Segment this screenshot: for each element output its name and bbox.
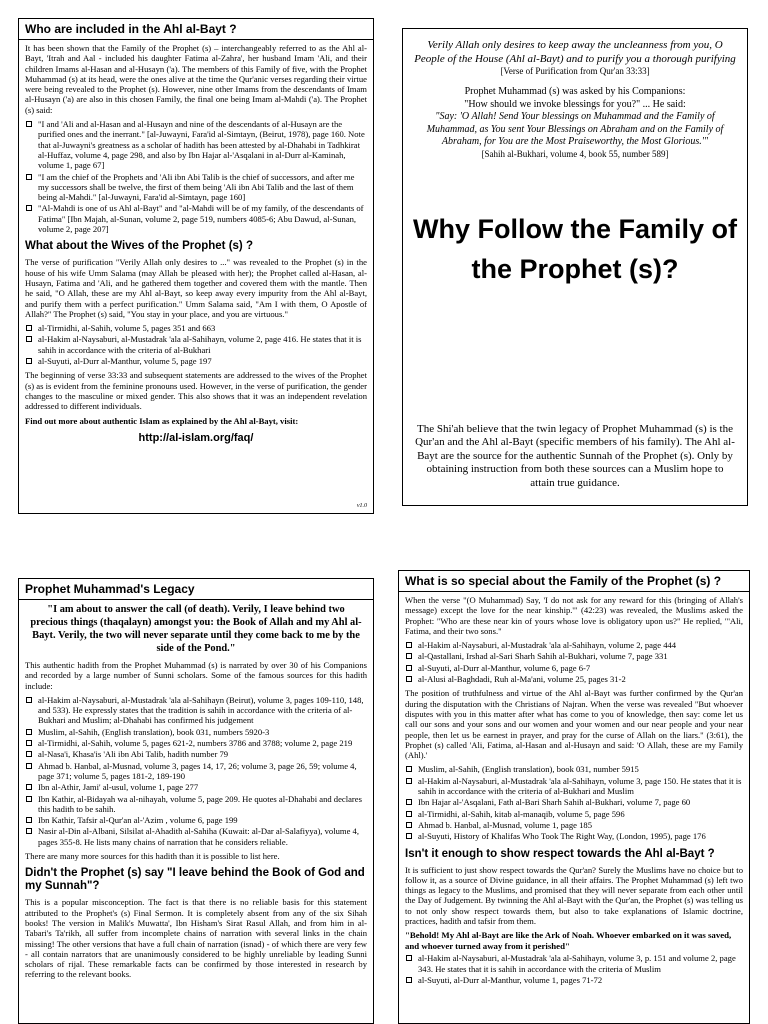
list-item: Muslim, al-Sahih, (English translation), book 031, numbers 5920-3 bbox=[25, 727, 367, 737]
wives-references bbox=[25, 323, 367, 366]
section-heading: Who are included in the Ahl al-Bayt ? bbox=[19, 21, 373, 40]
sayings-list bbox=[25, 119, 367, 234]
find-out-more: Find out more about authentic Islam as explained by the Ahl al-Bayt, visit: bbox=[25, 415, 299, 426]
list-item: Ibn Kathir, Tafsir al-Qur'an al-'Azim , volume 6, page 199 bbox=[25, 815, 367, 825]
list-item: al-Tirmidhi, al-Sahih, kitab al-manaqib, volume 5, page 596 bbox=[405, 809, 743, 819]
list-item: al-Suyuti, al-Durr al-Manthur, volume 6, page 6-7 bbox=[405, 663, 743, 673]
list-item: al-Hakim al-Naysaburi, al-Mustadrak 'ala al-Sahihayn, volume 3, p. 151 and volume 2, page 343. He states that it is sahih in accordance with the criteria of Muslim bbox=[405, 953, 743, 974]
respect-heading: Isn't it enough to show respect towards the Ahl al-Bayt ? bbox=[405, 847, 715, 860]
list-item: al-Hakim al-Naysaburi, al-Mustadrak 'ala al-Sahihayn, volume 2, page 416. He states that it is sahih in accordance with the criteria of al-Bukhari bbox=[25, 334, 367, 355]
sunnah-heading: Didn't the Prophet (s) say "I leave behind the Book of God and my Sunnah"? bbox=[25, 867, 365, 893]
version-label: v1.0 bbox=[356, 503, 367, 509]
list-item: Ahmad b. Hanbal, al-Musnad, volume 3, pages 14, 17, 26; volume 3, page 26, 59; volume 4, page 371; volume 5, pages 181-2, 189-190 bbox=[25, 761, 367, 782]
intro-paragraph: This authentic hadith from the Prophet Muhammad (s) is narrated by over 30 of his Companions and recorded by a large number of Sunni scholars. Some of the famous sources for this hadith include: bbox=[25, 660, 367, 691]
verse-of-purification: Verily Allah only desires to keep away the uncleanness from you, O People of the House (Ahl al-Bayt) and to purify you a thorough purifying bbox=[414, 39, 736, 65]
mubahala-paragraph: The position of truthfulness and virtue of the Ahl al-Bayt was further confirmed by the Qur'an during the disputation with the Christians of Najran. When the verse was revealed "But whoever disputes with you in this matter after what has come to you of knowledge, then say: come let us call our sons and your sons and our women and your women and our near people and your near people, then let us be earnest in prayer, and pray for the curse of Allah on the liars." (3:61), the Prophet (s) called 'Ali, Fatima, al-Hasan and al-Husayn and said: 'O Allah, these are my Family (Ahl).' bbox=[405, 688, 743, 761]
panel-cover bbox=[402, 28, 748, 506]
page-title: Why Follow the Family of the Prophet (s)? bbox=[413, 213, 737, 284]
blessing-citation: [Sahih al-Bukhari, volume 4, book 55, number 589] bbox=[481, 148, 669, 159]
list-item: al-Suyuti, al-Durr al-Manthur, volume 1, pages 71-72 bbox=[405, 975, 743, 985]
kinship-references bbox=[405, 640, 743, 684]
list-item: al-Hakim al-Naysaburi, al-Mustadrak 'ala al-Sahihayn (Beirut), volume 3, pages 109-110, 148, and 533). He expressly states that the tradition is sahih in accordance with the criteria of al-Bukhari and Muslim; al-Dhahabi has confirmed his judgement bbox=[25, 695, 367, 726]
verse-citation: [Verse of Purification from Qur'an 33:33] bbox=[500, 66, 650, 76]
list-item: al-Nasa'i, Khasa'is 'Ali ibn Abi Talib, hadith number 79 bbox=[25, 749, 367, 759]
list-item: Muslim, al-Sahih, (English translation), book 031, number 5915 bbox=[405, 764, 743, 774]
more-sources-note: There are many more sources for this hadith than it is possible to list here. bbox=[25, 851, 280, 862]
cover-body: The Shi'ah believe that the twin legacy of Prophet Muhammad (s) is the Qur'an and the Ahl al-Bayt (specific members of his family). The Ahl al-Bayt are the source for the authentic Sunnah of the Prophet (s). Only by obtaining instruction from both these sources can a Muslim hope to attain true guidance. bbox=[415, 422, 735, 489]
list-item: Ibn Kathir, al-Bidayah wa al-nihayah, volume 5, page 209. He quotes al-Dhahabi and declares this hadith to be sahih. bbox=[25, 794, 367, 815]
list-item: al-Alusi al-Baghdadi, Ruh al-Ma'ani, volume 25, pages 31-2 bbox=[405, 674, 743, 684]
companions-line: Prophet Muhammad (s) was asked by his Companions: bbox=[464, 86, 686, 97]
blessing-text: "Say: 'O Allah! Send Your blessings on Muhammad and the Family of Muhammad, as You sent Your Blessings on Abraham and on the Family of Abraham, for You are the Most Praiseworthy, the Most Glorious.'" bbox=[426, 111, 724, 147]
website-link[interactable]: http://al-islam.org/faq/ bbox=[138, 431, 254, 444]
respect-paragraph: It is sufficient to just show respect towards the Qur'an? Surely the Muslims have no choice but to follow it, as a source of Divine guidance, in all their affairs. The Prophet Muhammad (s) left two things as legacy to the Muslims, and promised that they will never separate from each other until the Day of Judgement. By twinning the Ahl al-Bayt with the Qur'an, the Prophet (s) was telling us to not only show respect towards them, but also to take explanations of Islamic doctrine, practices, hadith and tafsir from them. bbox=[405, 864, 743, 927]
section-heading: What is so special about the Family of the Prophet (s) ? bbox=[399, 573, 749, 592]
list-item: Nasir al-Din al-Albani, Silsilat al-Ahadith al-Sahiha (Kuwait: al-Dar al-Salafiyya), volume 4, pages 355-8. He lists many chains of narration that he considers reliable. bbox=[25, 826, 367, 847]
list-item: al-Tirmidhi, al-Sahih, volume 5, pages 351 and 663 bbox=[25, 323, 367, 333]
mubahala-references bbox=[405, 764, 743, 841]
sources-list bbox=[25, 695, 367, 847]
thaqalayn-quote: "I am about to answer the call (of death). Verily, I leave behind two precious things (thaqalayn) amongst you: the Book of Allah and my Ahl al-Bayt. Verily, the two will never separate until they come back to me by the side of the Pond." bbox=[30, 604, 362, 654]
list-item: al-Tirmidhi, al-Sahih, volume 5, pages 621-2, numbers 3786 and 3788; volume 2, page 219 bbox=[25, 738, 367, 748]
wives-heading: What about the Wives of the Prophet (s) ? bbox=[25, 240, 253, 253]
list-item: Ibn Hajar al-'Asqalani, Fath al-Bari Sharh Sahih al-Bukhari, volume 7, page 60 bbox=[405, 797, 743, 807]
intro-paragraph: It has been shown that the Family of the Prophet (s) – interchangeably referred to as the Ahl al-Bayt, 'Itrah and Aal - included his daughter Fatima al-Zahra', her husband Imam 'Ali, and their children Imams al-Hasan and al-Husayn ('a). The members of this Family of five, with the Prophet Muhammad (s) at its head, were the ones alive at the time the Qur'anic verses regarding their virtue were being revealed to the Prophet (s). However, nine other Imams from the descendants of Imam al-Husayn ('a) are also in this chosen Family, the final one being Imam al-Mahdi ('a). The Prophet (s) said: bbox=[25, 43, 367, 115]
list-item: Ibn al-Athir, Jami' al-usul, volume 1, page 277 bbox=[25, 782, 367, 792]
question-line: "How should we invoke blessings for you?" ... He said: bbox=[464, 98, 686, 110]
panel-family-special bbox=[398, 570, 750, 1024]
list-item: "I and 'Ali and al-Hasan and al-Husayn and nine of the descendants of al-Husayn are the purified ones and the inerrant." [al-Juwayni, Fara'id al-Simtayn, (Beirut, 1978), page 160. Note that al-Juwayni's greatness as a scholar of hadith has been attested by al-Dhahabi in Tadhkirat al-Huffaz, volume 4, page 298, and also by Ibn Hajar al-'Asqalani in al-Durr al-Kaminah, volume 1, page 67] bbox=[25, 119, 367, 170]
list-item: al-Qastallani, Irshad al-Sari Sharh Sahih al-Bukhari, volume 7, page 331 bbox=[405, 651, 743, 661]
sunnah-paragraph: This is a popular misconception. The fact is that there is no reliable basis for this statement attributed to the Prophet's (s) Final Sermon. It is completely absent from any of the six Sihah books! The version in Malik's Muwatta', Ibn Hisham's Sirat Rasul Allah, and from him in al-Tabari's Ta'rikh, all suffer from incomplete chains of narration with several links in the chain missing! The other versions that have a full chain of narration (isnad) - of which there are very few - all contain narrators that are unanimously considered to be highly unreliable by leading Sunni scholars of rijal. These remarkable facts can be confirmed by those interested in research by referring to the relevant books. bbox=[25, 897, 367, 980]
wives-note: The beginning of verse 33:33 and subsequent statements are addressed to the wives of the Prophet (s) as is evident from the feminine pronouns used. However, in the verse of purification, the gender changes to the masculine or mixed gender. This also shows that it was an independent revelation addressed to different individuals. bbox=[25, 370, 367, 412]
list-item: al-Suyuti, al-Durr al-Manthur, volume 5, page 197 bbox=[25, 356, 367, 366]
list-item: Ahmad b. Hanbal, al-Musnad, volume 1, page 185 bbox=[405, 820, 743, 830]
ark-references bbox=[405, 953, 743, 985]
list-item: al-Hakim al-Naysaburi, al-Mustadrak 'ala al-Sahihayn, volume 3, page 150. He states that it is sahih in accordance with the criteria of al-Bukhari and Muslim bbox=[405, 776, 743, 797]
wives-paragraph: The verse of purification "Verily Allah only desires to ..." was revealed to the Prophet (s) in the house of his wife Umm Salama (may Allah be pleased with her); the Prophet called al-Hasan, al-Husayn, Fatima and 'Ali, and he gathered them together and covered them with the mantle. Then he said, "O Allah, these are my Ahl al-Bayt, so keep away every impurity from the Ahl al-Bayt, and purify them with a perfect purification." Umm Salama said, "Am I with them, O Apostle of Allah?" The Prophet (s) said, "You stay in your place, and you are virtuous." bbox=[25, 257, 367, 319]
ark-of-noah-quote: "Behold! My Ahl al-Bayt are like the Ark of Noah. Whoever embarked on it was saved, and whoever turned away from it perished" bbox=[405, 930, 732, 951]
panel-ahl-al-bayt-members bbox=[18, 18, 374, 514]
list-item: al-Suyuti, History of Khalifas Who Took The Right Way, (London, 1995), page 176 bbox=[405, 831, 743, 841]
list-item: "I am the chief of the Prophets and 'Ali ibn Abi Talib is the chief of successors, and after me my successors shall be twelve, the first of them being 'Ali ibn Abi Talib and the last of them being al-Mahdi." [al-Juwayni, Fara'id al-Simtayn, page 160] bbox=[25, 172, 367, 203]
list-item: "Al-Mahdi is one of us Ahl al-Bayt" and "al-Mahdi will be of my family, of the descendants of Fatima" [Ibn Majah, al-Sunan, volume 2, page 519, numbers 4085-6; Abu Dawud, al-Sunan, volume 2, page 207] bbox=[25, 203, 367, 234]
intro-paragraph: When the verse "(O Muhammad) Say, 'I do not ask for any reward for this (bringing of Allah's message) except the love for the near kinship.'" (42:23) was revealed, the Muslims asked the Prophet: "Who are these near kin of yours whose love is obligatory upon us?" He replied, "'Ali, Fatima, and their two sons." bbox=[405, 595, 743, 636]
section-heading: Prophet Muhammad's Legacy bbox=[19, 581, 373, 600]
list-item: al-Hakim al-Naysaburi, al-Mustadrak 'ala al-Sahihayn, volume 2, page 444 bbox=[405, 640, 743, 650]
panel-prophet-legacy bbox=[18, 578, 374, 1024]
